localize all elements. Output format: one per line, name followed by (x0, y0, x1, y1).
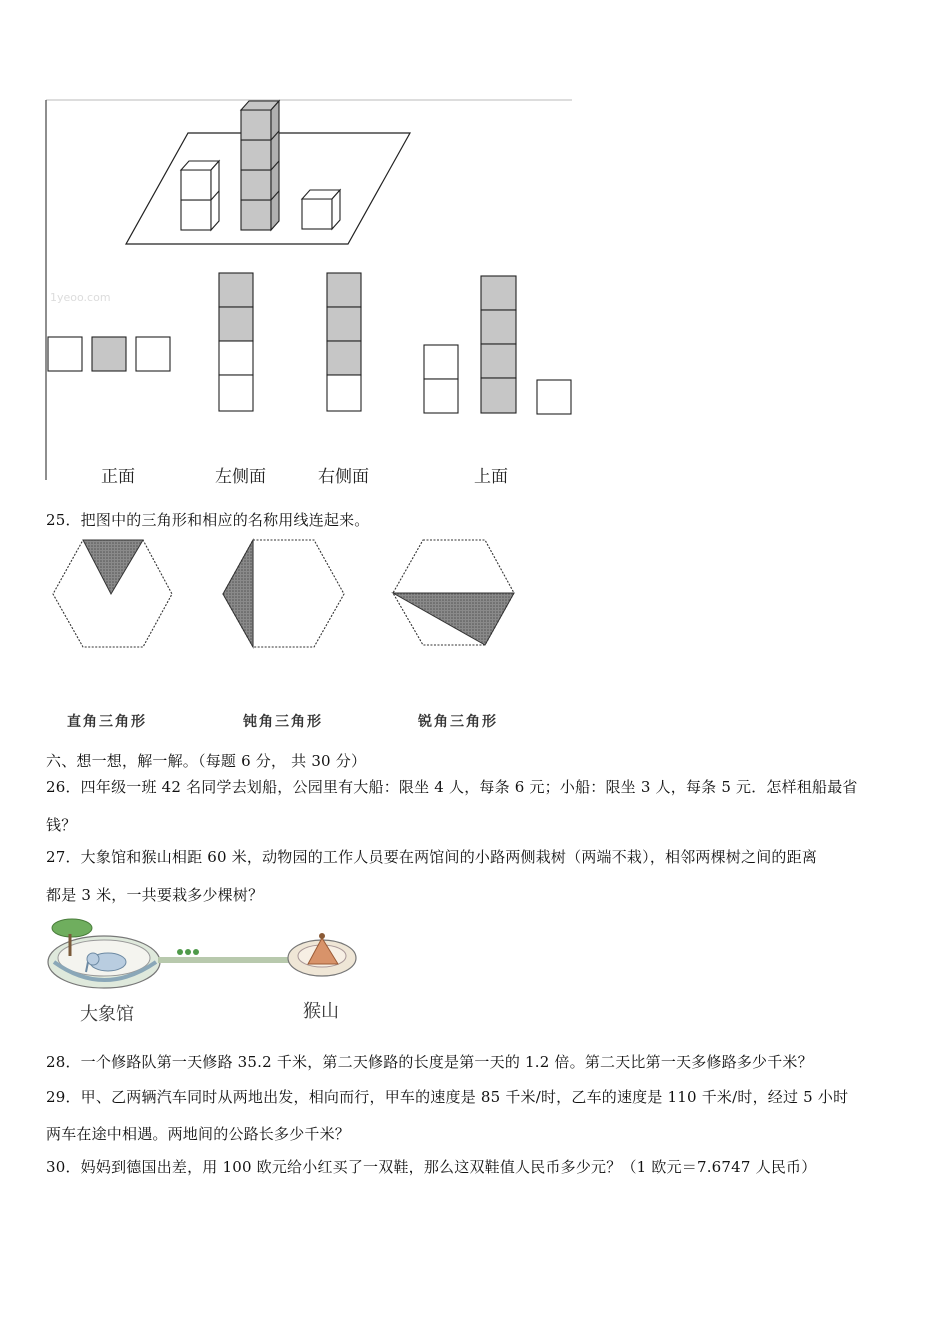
cube-stack-right (302, 190, 340, 229)
question-26-line-2: 钱？ (46, 816, 77, 834)
triangle-label-right: 直角三角形 (67, 714, 147, 730)
question-27-line-1: 27．大象馆和猴山相距 60 米，动物园的工作人员要在两馆间的小路两侧栽树（两端不栽），相邻两棵树之间的距离 (46, 848, 818, 866)
label-monkey-hill: 猴山 (303, 1001, 339, 1022)
label-front: 正面 (101, 467, 135, 487)
label-right-side: 右侧面 (318, 467, 369, 487)
question-26-line-1: 26．四年级一班 42 名同学去划船，公园里有大船：限坐 4 人，每条 6 元；小船：限坐 3 人，每条 5 元．怎样租船最省 (46, 778, 858, 796)
hexagon-1 (53, 540, 172, 647)
triangle-3 (393, 593, 514, 645)
question-28: 28．一个修路队第一天修路 35.2 千米，第二天修路的长度是第一天的 1.2 倍。第二天比第一天多修路多少千米？ (46, 1053, 813, 1071)
views-figure (0, 0, 600, 490)
view-right-side (327, 273, 361, 411)
triangle-2 (223, 540, 253, 647)
label-elephant-house: 大象馆 (80, 1004, 134, 1025)
elephant-house-icon (48, 919, 160, 988)
cube-stack-middle (241, 101, 279, 230)
cube-stack-left (181, 161, 219, 230)
question-27-line-2: 都是 3 米，一共要栽多少棵树？ (46, 886, 264, 904)
hexagon-2 (223, 540, 344, 647)
label-top: 上面 (474, 467, 508, 487)
triangle-1 (83, 540, 143, 594)
view-front (48, 337, 170, 371)
question-25: 25．把图中的三角形和相应的名称用线连起来。 (46, 511, 370, 529)
hexagon-triangles-figure (40, 536, 560, 656)
question-29-line-2: 两车在途中相遇。两地间的公路长多少千米？ (46, 1125, 351, 1143)
triangle-label-acute: 锐角三角形 (418, 714, 498, 730)
hexagon-3 (393, 540, 514, 645)
views-figure-drawing (0, 0, 600, 490)
triangle-label-obtuse: 钝角三角形 (243, 714, 323, 730)
section-6-heading: 六、想一想，解一解。（每题 6 分， 共 30 分） (46, 752, 367, 770)
label-left-side: 左侧面 (215, 467, 266, 487)
view-left-side (219, 273, 253, 411)
question-29-line-1: 29．甲、乙两辆汽车同时从两地出发，相向而行，甲车的速度是 85 千米/时，乙车的速度是 110 千米/时，经过 5 小时 (46, 1088, 849, 1106)
question-30: 30．妈妈到德国出差，用 100 欧元给小红买了一双鞋，那么这双鞋值人民币多少元？（1 欧元＝7.6747 人民币） (46, 1158, 817, 1176)
view-top (424, 276, 571, 414)
monkey-hill-icon (288, 933, 356, 976)
watermark: 1yeoo.com (50, 291, 111, 304)
zoo-illustration (46, 912, 366, 992)
